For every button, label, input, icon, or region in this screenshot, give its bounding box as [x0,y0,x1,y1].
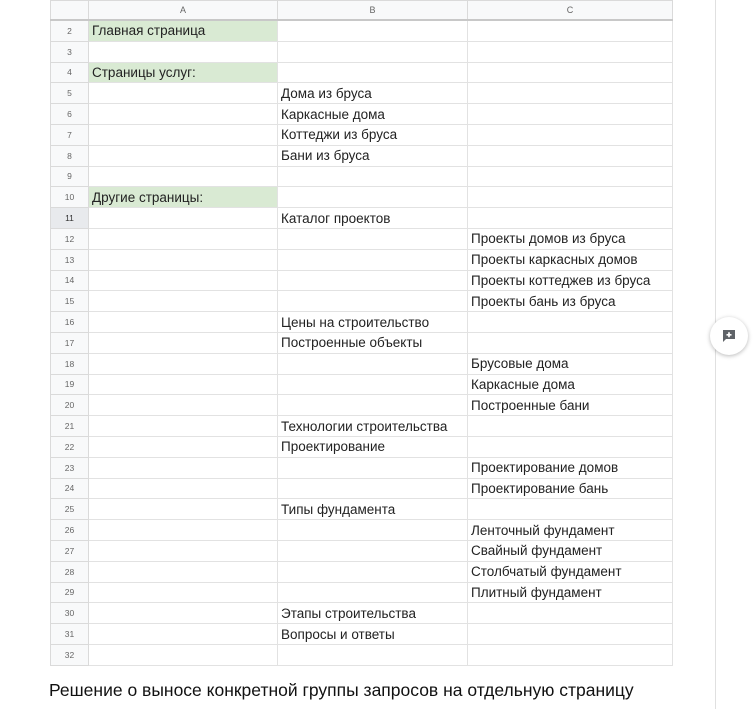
cell-b[interactable] [278,478,468,499]
cell-c[interactable] [468,124,673,145]
cell-a[interactable] [89,291,278,312]
table-row [51,644,673,665]
cell-c[interactable] [468,312,673,333]
cell-b[interactable] [278,41,468,62]
row-header[interactable]: 15 [51,291,89,312]
cell-c[interactable] [468,332,673,353]
cell-b[interactable]: Цены на строительство [278,312,468,333]
table-row [51,20,673,41]
cell-b[interactable] [278,228,468,249]
cell-c[interactable] [468,624,673,645]
cell-a[interactable]: Страницы услуг: [89,62,278,83]
cell-c[interactable]: Плитный фундамент [468,582,673,603]
cell-a[interactable] [89,104,278,125]
cell-a[interactable] [89,457,278,478]
table-row [51,540,673,561]
row-header[interactable]: 26 [51,520,89,541]
add-comment-icon [721,328,737,344]
select-all-corner[interactable] [51,1,89,21]
row-header[interactable]: 14 [51,270,89,291]
row-header[interactable]: 9 [51,166,89,187]
table-row [51,395,673,416]
cell-c[interactable]: Столбчатый фундамент [468,561,673,582]
cell-b[interactable] [278,249,468,270]
table-row [51,62,673,83]
cell-a[interactable] [89,478,278,499]
cell-c[interactable]: Ленточный фундамент [468,520,673,541]
cell-a[interactable] [89,228,278,249]
cell-a[interactable] [89,644,278,665]
row-header[interactable]: 24 [51,478,89,499]
cell-a[interactable]: Другие страницы: [89,187,278,208]
table-row [51,83,673,104]
table-row [51,457,673,478]
table-row [51,520,673,541]
cell-c[interactable] [468,436,673,457]
cell-a[interactable] [89,520,278,541]
row-header[interactable]: 20 [51,395,89,416]
cell-c[interactable] [468,416,673,437]
cell-a[interactable] [89,124,278,145]
cell-a[interactable] [89,395,278,416]
cell-b[interactable] [278,62,468,83]
row-header[interactable]: 32 [51,644,89,665]
row-header[interactable]: 22 [51,436,89,457]
cell-c[interactable]: Проекты бань из бруса [468,291,673,312]
row-header[interactable]: 10 [51,187,89,208]
table-row [51,332,673,353]
row-header[interactable]: 4 [51,62,89,83]
cell-c[interactable]: Проектирование бань [468,478,673,499]
table-row [51,312,673,333]
cell-a[interactable] [89,436,278,457]
cell-b[interactable]: Вопросы и ответы [278,624,468,645]
cell-c[interactable] [468,83,673,104]
cell-a[interactable] [89,145,278,166]
column-header-row [51,1,673,21]
cell-a[interactable] [89,208,278,229]
row-header[interactable]: 23 [51,457,89,478]
cell-a[interactable] [89,374,278,395]
row-header[interactable]: 17 [51,332,89,353]
cell-c[interactable]: Брусовые дома [468,353,673,374]
cell-c[interactable]: Проекты каркасных домов [468,249,673,270]
table-row [51,124,673,145]
cell-b[interactable] [278,291,468,312]
cell-b[interactable] [278,187,468,208]
row-header[interactable]: 6 [51,104,89,125]
cell-b[interactable] [278,457,468,478]
cell-a[interactable] [89,353,278,374]
cell-a[interactable] [89,41,278,62]
cell-c[interactable] [468,603,673,624]
table-row [51,582,673,603]
row-header[interactable]: 19 [51,374,89,395]
cell-c[interactable]: Каркасные дома [468,374,673,395]
cell-a[interactable] [89,416,278,437]
cell-a[interactable] [89,540,278,561]
article-caption: Решение о выносе конкретной группы запросов на отдельную страницу [49,680,634,700]
table-row [51,603,673,624]
cell-a[interactable] [89,603,278,624]
row-header[interactable]: 12 [51,228,89,249]
table-row [51,353,673,374]
cell-a[interactable] [89,270,278,291]
column-header-c[interactable]: C [468,1,673,21]
cell-a[interactable] [89,83,278,104]
row-header[interactable]: 30 [51,603,89,624]
row-header[interactable]: 2 [51,20,89,41]
cell-c[interactable]: Построенные бани [468,395,673,416]
row-header[interactable]: 27 [51,540,89,561]
cell-b[interactable] [278,561,468,582]
page-right-edge [715,0,716,709]
column-header-b[interactable]: B [278,1,468,21]
table-row [51,291,673,312]
cell-a[interactable] [89,249,278,270]
table-row [51,166,673,187]
row-header[interactable]: 16 [51,312,89,333]
cell-b[interactable] [278,520,468,541]
cell-b[interactable] [278,395,468,416]
cell-c[interactable] [468,166,673,187]
cell-b[interactable]: Технологии строительства [278,416,468,437]
row-header[interactable]: 5 [51,83,89,104]
cell-b[interactable]: Проектирование [278,436,468,457]
row-header[interactable]: 21 [51,416,89,437]
cell-a[interactable] [89,499,278,520]
cell-b[interactable] [278,644,468,665]
cell-b[interactable] [278,270,468,291]
row-header[interactable]: 29 [51,582,89,603]
table-row [51,187,673,208]
cell-a[interactable]: Главная страница [89,20,278,41]
cell-c[interactable]: Проектирование домов [468,457,673,478]
cell-c[interactable] [468,208,673,229]
cell-a[interactable] [89,312,278,333]
cell-a[interactable] [89,332,278,353]
row-header[interactable]: 28 [51,561,89,582]
cell-b[interactable]: Типы фундамента [278,499,468,520]
cell-c[interactable] [468,499,673,520]
cell-c[interactable] [468,41,673,62]
table-row [51,41,673,62]
cell-a[interactable] [89,582,278,603]
table-row [51,228,673,249]
cell-b[interactable]: Каталог проектов [278,208,468,229]
table-row [51,374,673,395]
row-header[interactable]: 11 [51,208,89,229]
cell-b[interactable]: Построенные объекты [278,332,468,353]
cell-c[interactable]: Проекты коттеджев из бруса [468,270,673,291]
add-comment-button[interactable] [710,317,748,355]
table-row [51,145,673,166]
cell-a[interactable] [89,624,278,645]
table-row [51,499,673,520]
row-header[interactable]: 8 [51,145,89,166]
table-row [51,270,673,291]
table-row [51,624,673,645]
cell-b[interactable]: Каркасные дома [278,104,468,125]
cell-b[interactable] [278,353,468,374]
row-header[interactable]: 25 [51,499,89,520]
table-row [51,104,673,125]
cell-c[interactable] [468,20,673,41]
row-header[interactable]: 3 [51,41,89,62]
cell-c[interactable] [468,187,673,208]
table-row [51,436,673,457]
row-header[interactable]: 13 [51,249,89,270]
row-header[interactable]: 31 [51,624,89,645]
cell-c[interactable] [468,644,673,665]
cell-a[interactable] [89,166,278,187]
table-row [51,416,673,437]
cell-a[interactable] [89,561,278,582]
row-header[interactable]: 7 [51,124,89,145]
cell-c[interactable] [468,62,673,83]
row-header[interactable]: 18 [51,353,89,374]
cell-b[interactable] [278,582,468,603]
table-row [51,478,673,499]
cell-c[interactable]: Свайный фундамент [468,540,673,561]
cell-b[interactable]: Дома из бруса [278,83,468,104]
cell-c[interactable] [468,145,673,166]
table-row [51,561,673,582]
cell-b[interactable] [278,540,468,561]
spreadsheet-grid [50,0,673,666]
column-header-a[interactable]: A [89,1,278,21]
cell-b[interactable] [278,20,468,41]
table-row [51,208,673,229]
cell-b[interactable]: Бани из бруса [278,145,468,166]
cell-b[interactable] [278,374,468,395]
cell-b[interactable]: Этапы строительства [278,603,468,624]
cell-c[interactable]: Проекты домов из бруса [468,228,673,249]
table-row [51,249,673,270]
cell-b[interactable] [278,166,468,187]
cell-c[interactable] [468,104,673,125]
cell-b[interactable]: Коттеджи из бруса [278,124,468,145]
